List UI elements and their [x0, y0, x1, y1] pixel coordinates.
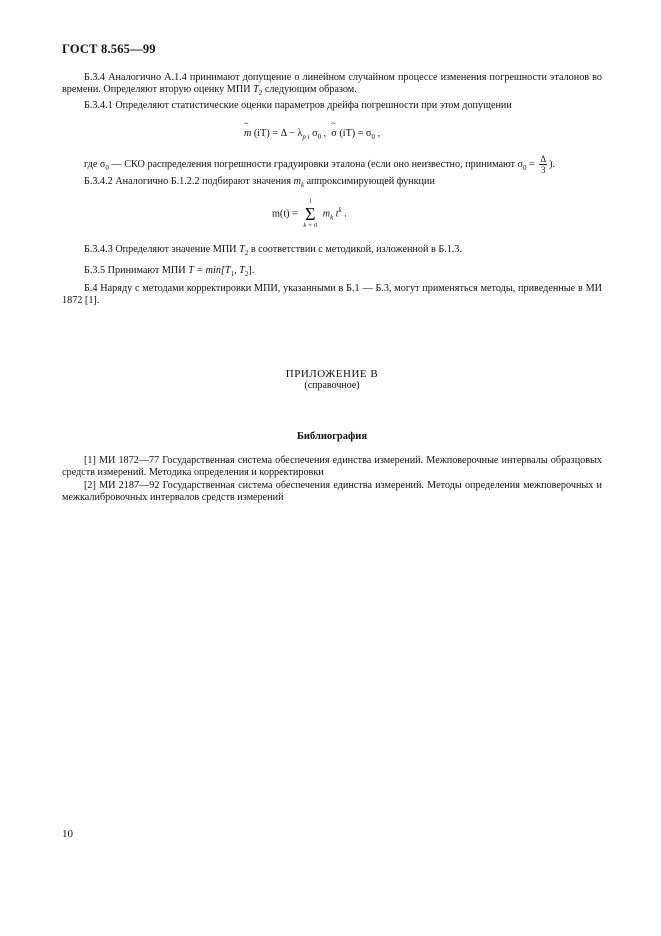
formula-drift: ~ m $(iT) = \Delta - \lambda_{p i}$ $\sigma_0$ , ~ σ $(iT) = \sigma_0$ , [244, 128, 380, 141]
page-number: 10 [62, 828, 73, 840]
paragraph-b35: Б.3.5 Принимают МПИ $T = \min[T_1$, $T_2$]. [84, 265, 255, 279]
formula-approx: m(t) = l Σ k = 0 $m_k$ $t^k$ . [272, 198, 347, 229]
appendix-title: ПРИЛОЖЕНИЕ В [285, 368, 379, 380]
bibliography-item: [1] МИ 1872—77 Государственная система обеспечения единства измерений. Межповерочные интервалы образцовых средств измерений. Методика определения и корректировки [62, 455, 602, 479]
paragraph-where: где $\sigma_0$ — СКО распределения погрешности градуировки эталона (если оно неизвестно, принимают $\sigma_0$ = $\frac{\Delta}{3}$ ). [84, 154, 556, 175]
bibliography-list [62, 455, 602, 504]
paragraph-b341: Б.3.4.1 Определяют статистические оценки параметров дрейфа погрешности при этом допущении [84, 99, 512, 111]
document-header: ГОСТ 8.565—99 [62, 42, 156, 56]
sum-symbol: l Σ k = 0 [303, 198, 318, 229]
section-b4 [62, 283, 602, 308]
bibliography-item: [2] МИ 2187—92 Государственная система обеспечения единства измерений. Методы определения межповерочных и межкалибровочных интервалов средств измерений [62, 479, 602, 503]
paragraph-b342: Б.3.4.2 Аналогично Б.1.2.2 подбирают значения $m_k$ аппроксимирующей функции [84, 176, 435, 190]
bibliography-heading: Библиография [296, 431, 368, 442]
paragraph-b343: Б.3.4.3 Определяют значение МПИ $T_2$ в соответствии с методикой, изложенной в Б.1.3. [84, 244, 462, 258]
fraction-delta-3: $\frac{\Delta}{3}$ [540, 154, 547, 175]
paragraph-b34: Б.3.4 Аналогично А.1.4 принимают допущение о линейном случайном процессе изменения погрешности эталонов во времени. Определяют вторую оценку МПИ $T_2$ следующим образом. [62, 72, 602, 98]
paragraph-b4: Б.4 Наряду с методами корректировки МПИ, указанными в Б.1 — Б.3, могут применяться методы, приведенные в МИ 1872 [1]. [62, 283, 602, 307]
section-b34 [62, 72, 602, 112]
appendix-subtitle: (справочное) [304, 380, 360, 391]
